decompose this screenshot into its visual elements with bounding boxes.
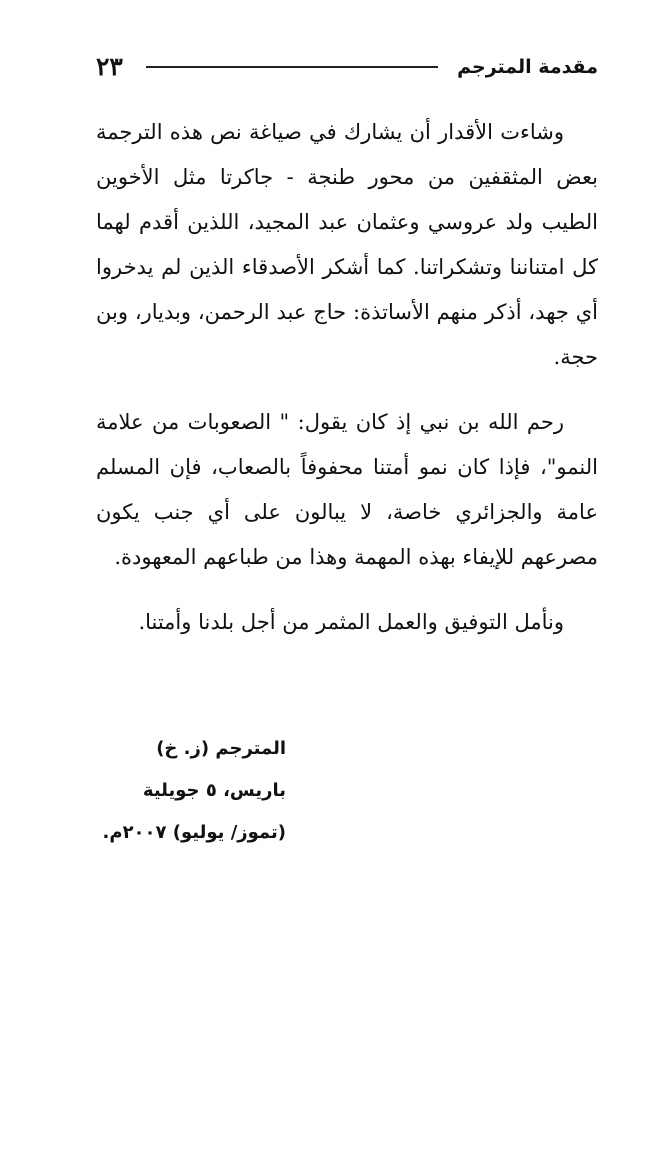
- running-title: مقدمة المترجم: [457, 56, 598, 78]
- paragraph-closing: ونأمل التوفيق والعمل المثمر من أجل بلدنا وأمتنا.: [138, 610, 564, 634]
- header-rule: [146, 66, 438, 68]
- page-number: ٢٣: [96, 52, 123, 81]
- signature-block: [66, 728, 286, 854]
- signature-date-alt: (تموز/ يوليو) ٢٠٠٧م.: [102, 822, 286, 843]
- signature-place-date: باريس، ٥ جويلية: [142, 780, 286, 801]
- translator-signature: المترجم (ز. خ): [156, 738, 286, 759]
- paragraph-bennabi-quote: رحم الله بن نبي إذ كان يقول: " الصعوبات من علامة النمو"، فإذا كان نمو أمتنا محفوفاً بالصعاب، فإن المسلم عامة والجزائري خاصة، لا يبالون على أي جنب يكون مصرعهم للإيفاء بهذه المهمة وهذا من طباعهم المعهودة.: [96, 410, 598, 569]
- paragraph-acknowledgements: وشاءت الأقدار أن يشارك في صياغة نص هذه الترجمة بعض المثقفين من محور طنجة - جاكرتا مثل الأخوين الطيب ولد عروسي وعثمان عبد المجيد، اللذين أقدم لهما كل امتناننا وتشكراتنا. كما أشكر الأصدقاء الذين لم يدخروا أي جهد، أذكر منهم الأساتذة: حاج عبد الرحمن، وبديار، وبن حجة.: [96, 120, 598, 369]
- body-text: [96, 110, 598, 645]
- page-header: [96, 52, 598, 82]
